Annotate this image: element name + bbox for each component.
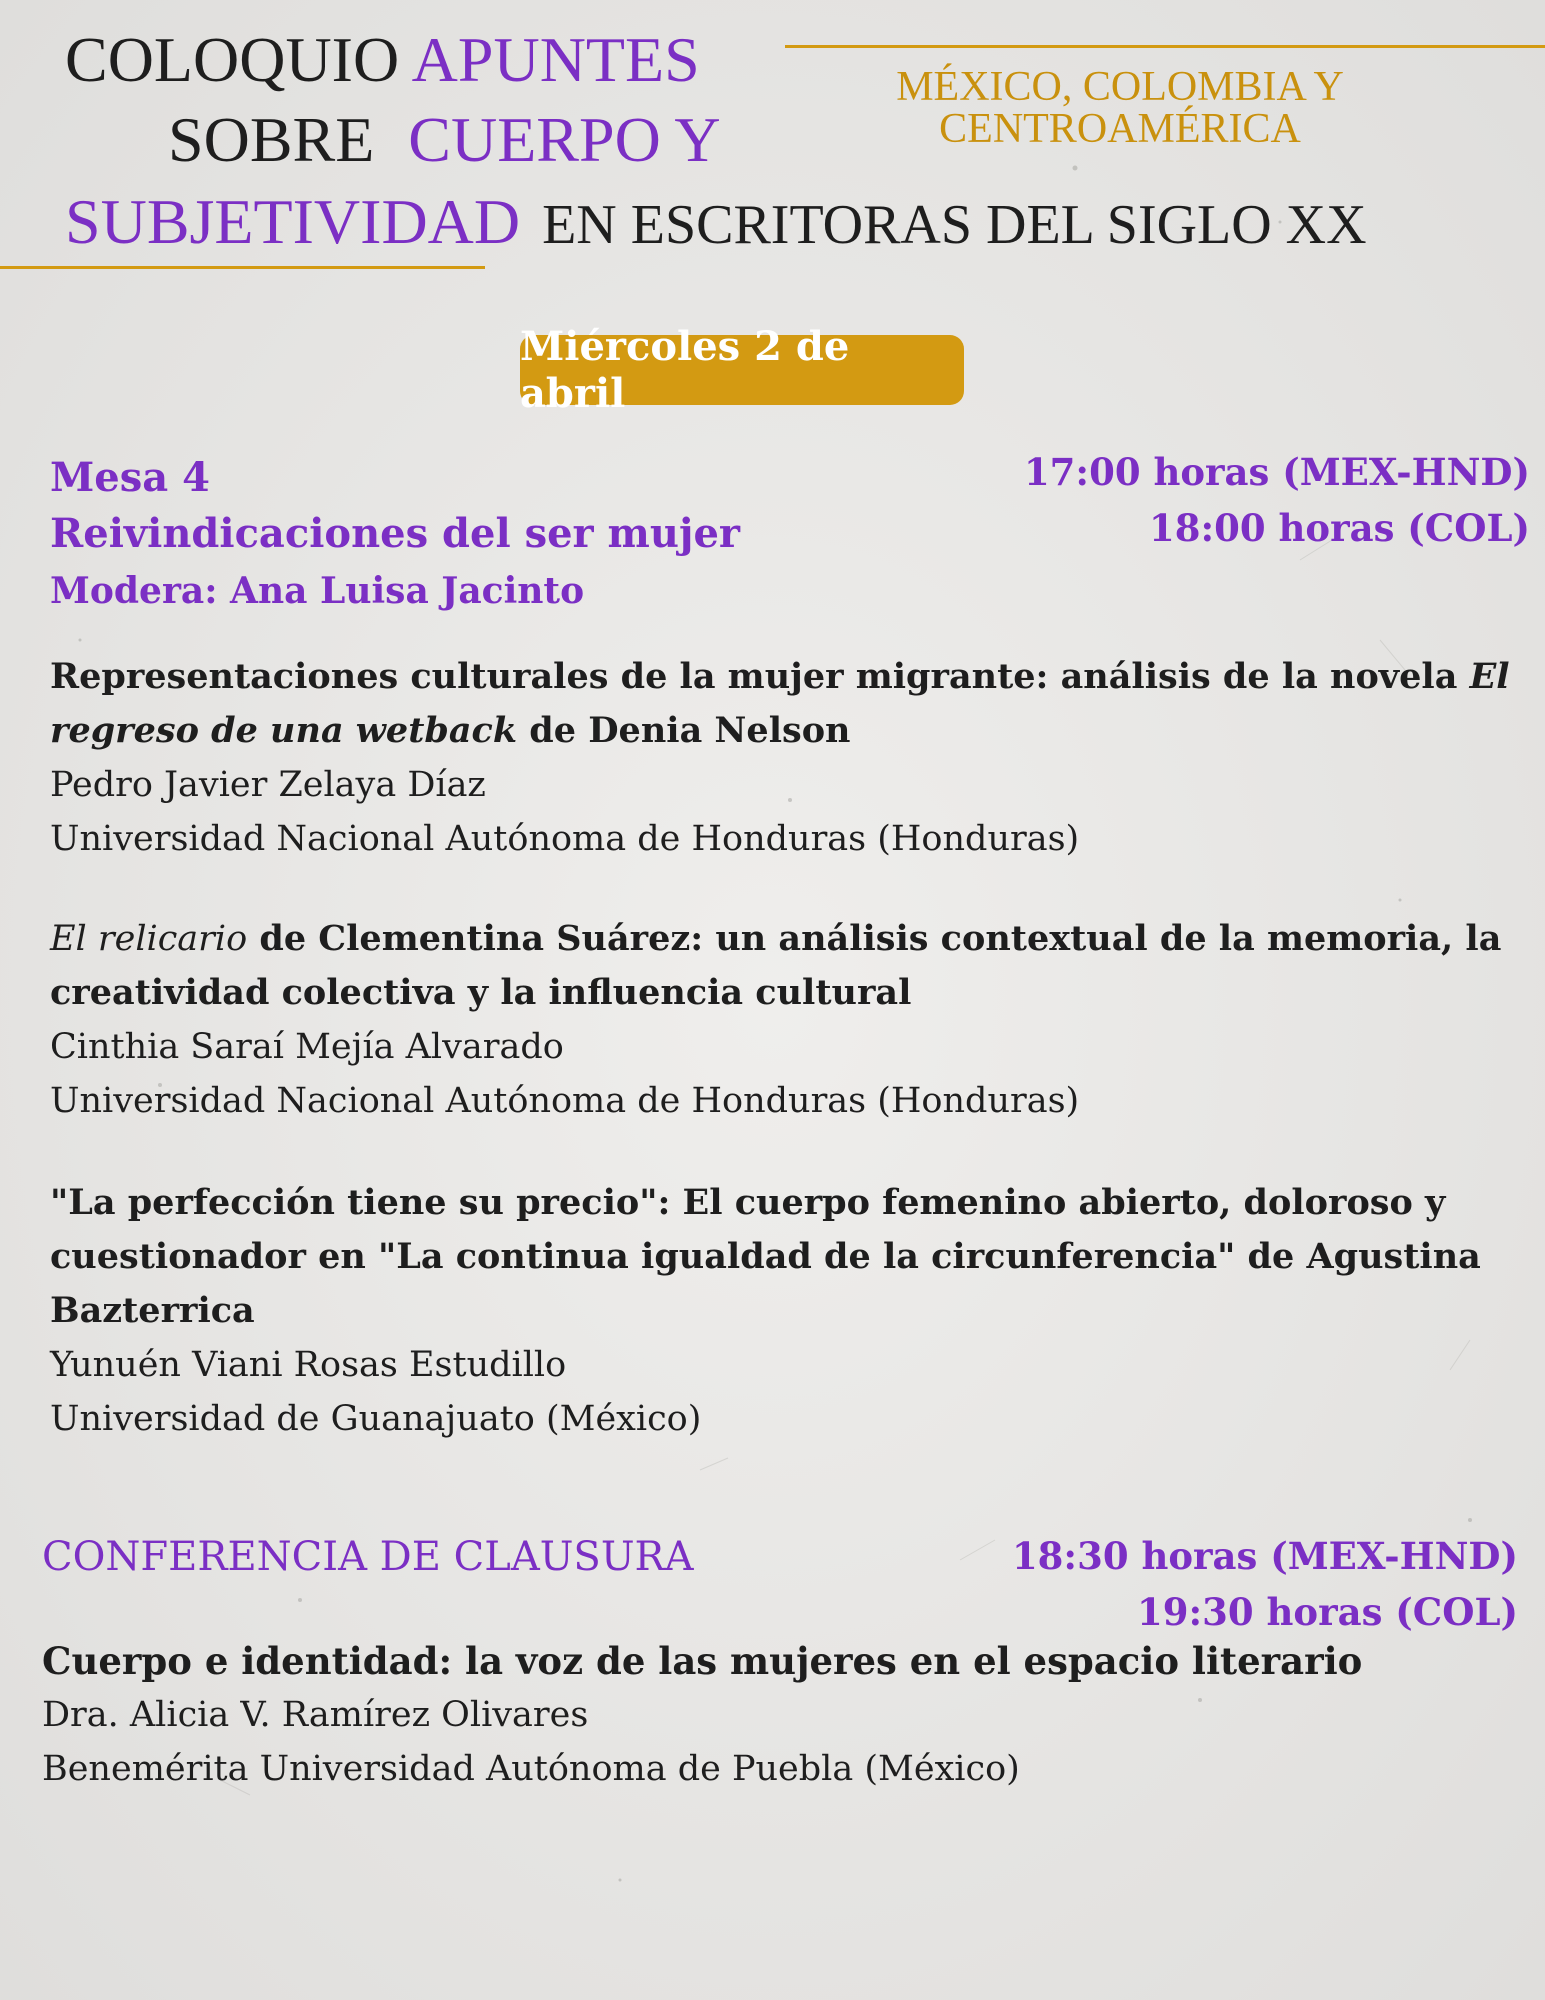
talk-title-italic: El xyxy=(1469,656,1510,697)
talk-title-cont: cuestionador en "La continua igualdad de la circunferencia" de Agustina xyxy=(50,1236,1481,1277)
session-name: Reivindicaciones del ser mujer xyxy=(50,510,740,557)
title-highlight: CUERPO Y xyxy=(408,104,721,175)
closing-time-mex-hnd: 18:30 horas (MEX-HND) xyxy=(1011,1534,1518,1578)
talk-affiliation: Universidad Nacional Autónoma de Honduras (Honduras) xyxy=(50,819,1080,859)
countries-line-1: MÉXICO, COLOMBIA Y xyxy=(896,64,1344,110)
talk-3 xyxy=(50,1176,1510,1446)
talk-1 xyxy=(50,650,1510,866)
talk-author: Yunuén Viani Rosas Estudillo xyxy=(50,1345,567,1385)
session-moderator: Modera: Ana Luisa Jacinto xyxy=(50,570,585,612)
title-word: EN ESCRITORAS DEL SIGLO XX xyxy=(542,194,1367,256)
talk-title-italic: regreso de una wetback xyxy=(50,710,518,751)
countries-subtitle xyxy=(840,66,1400,150)
talk-affiliation: Universidad de Guanajuato (México) xyxy=(50,1399,702,1439)
title-row-3 xyxy=(65,186,1367,257)
countries-line-2: CENTROAMÉRICA xyxy=(939,106,1301,152)
title-row-2 xyxy=(168,104,721,175)
closing-talk xyxy=(42,1634,1502,1796)
talk-title-italic: El relicario xyxy=(50,919,248,959)
title-word: COLOQUIO xyxy=(65,24,400,95)
title-word: SOBRE xyxy=(168,104,375,175)
talk-title-text: de Denia Nelson xyxy=(517,710,851,751)
talk-2 xyxy=(50,912,1510,1128)
talk-title-cont: Bazterrica xyxy=(50,1290,255,1331)
closing-title: Cuerpo e identidad: la voz de las mujeres en el espacio literario xyxy=(42,1639,1363,1683)
talk-title xyxy=(50,650,1510,704)
talk-author: Pedro Javier Zelaya Díaz xyxy=(50,765,486,805)
header-line-top-right xyxy=(785,45,1545,48)
title-highlight: SUBJETIVIDAD xyxy=(65,186,521,257)
talk-author: Cinthia Saraí Mejía Alvarado xyxy=(50,1027,564,1067)
session-label: Mesa 4 xyxy=(50,454,210,501)
closing-affiliation: Benemérita Universidad Autónoma de Puebla (México) xyxy=(42,1749,1020,1789)
talk-title-text: Representaciones culturales de la mujer migrante: análisis de la novela xyxy=(50,656,1470,697)
talk-title xyxy=(50,912,1510,966)
talk-title-cont: creatividad colectiva y la influencia cultural xyxy=(50,972,912,1013)
date-badge: Miércoles 2 de abril xyxy=(520,335,964,405)
talk-title: "La perfección tiene su precio": El cuerpo femenino abierto, doloroso y xyxy=(50,1182,1446,1223)
talk-title-text: de Clementina Suárez: un análisis contextual de la memoria, la xyxy=(247,918,1502,959)
closing-speaker: Dra. Alicia V. Ramírez Olivares xyxy=(42,1695,589,1735)
title-row-1 xyxy=(65,24,700,95)
session-time-mex-hnd: 17:00 horas (MEX-HND) xyxy=(1023,450,1530,494)
session-time-col: 18:00 horas (COL) xyxy=(1149,506,1530,550)
closing-time-col: 19:30 horas (COL) xyxy=(1137,1590,1518,1634)
closing-label: CONFERENCIA DE CLAUSURA xyxy=(42,1534,694,1580)
talk-affiliation: Universidad Nacional Autónoma de Honduras (Honduras) xyxy=(50,1081,1080,1121)
header-line-bottom-left xyxy=(0,266,485,269)
title-highlight: APUNTES xyxy=(411,24,700,95)
talk-title-cont xyxy=(50,704,1510,758)
